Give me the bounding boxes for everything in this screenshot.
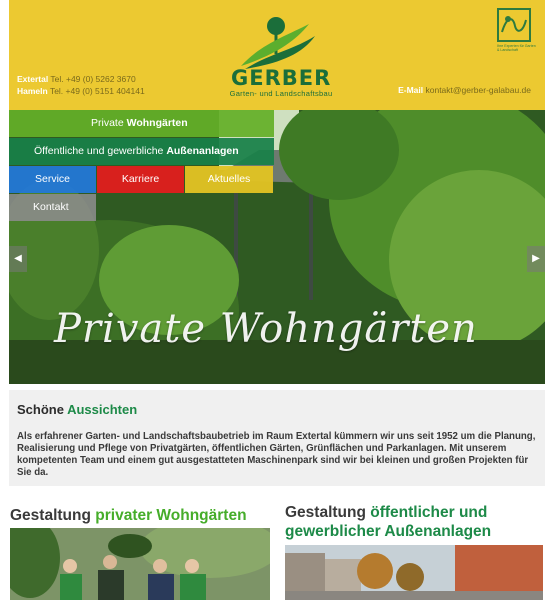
nav-contact[interactable]: Kontakt — [9, 194, 96, 221]
email-contact — [398, 85, 531, 95]
team-photo-image — [10, 528, 270, 600]
public-grounds-heading-b: öffentlicher und gewerblicher Außenanlagen — [285, 504, 492, 540]
nav-service[interactable]: Service — [9, 166, 96, 193]
intro-title-a: Schöne — [17, 402, 68, 417]
nav-private-gardens-label-b: Wohngärten — [126, 117, 188, 129]
gerber-logo[interactable] — [231, 14, 331, 98]
seal-frame — [497, 8, 531, 42]
quality-seal — [497, 8, 536, 58]
intro-title — [17, 402, 537, 417]
slider-prev-button[interactable] — [9, 246, 27, 272]
intro-section — [9, 390, 545, 486]
nav-public-grounds-label-b: Außenanlagen — [166, 145, 239, 157]
slider-next-button[interactable] — [527, 246, 545, 272]
nav-private-gardens[interactable] — [9, 110, 274, 137]
logo-tagline: Garten- und Landschaftsbau — [229, 89, 333, 98]
nav-private-gardens-label-a: Private — [91, 117, 127, 129]
chevron-left-icon: ◀ — [14, 253, 22, 264]
seal-text: Ihre Experten für Garten & Landschaft — [497, 44, 536, 53]
intro-title-b: Aussichten — [67, 402, 138, 417]
tree-logo-icon — [231, 14, 331, 72]
nav-public-grounds[interactable] — [9, 138, 274, 165]
nav-careers[interactable]: Karriere — [97, 166, 184, 193]
location-extertal: Extertal — [17, 74, 49, 84]
phone-extertal[interactable]: Tel. +49 (0) 5262 3670 — [50, 74, 136, 84]
hero-caption: Private Wohngärten — [54, 306, 478, 352]
seal-wave-icon — [499, 10, 529, 40]
private-gardens-heading-b: privater Wohngärten — [95, 507, 247, 524]
private-gardens-heading-a: Gestaltung — [10, 507, 96, 524]
chevron-right-icon: ▶ — [532, 253, 540, 264]
nav-public-grounds-label-a: Öffentliche und gewerbliche — [34, 145, 167, 157]
email-label: E-Mail — [398, 85, 424, 95]
nav-news[interactable]: Aktuelles — [185, 166, 273, 193]
location-hameln: Hameln — [17, 86, 48, 96]
public-grounds-heading-a: Gestaltung — [285, 504, 371, 521]
hero-slider — [9, 110, 545, 384]
logo-wordmark: GERBER — [231, 66, 332, 90]
intro-text: Als erfahrener Garten- und Landschaftsbaubetrieb im Raum Extertal kümmern wir uns seit 1952 um die Planung, Realisierung und Pflege von Privatgärten, öffentlichen Gärten, Grünflächen und Parkanlagen. Mit unserem kompetenten Team und einem gut ausgestatteten Maschinenpark sind wir bei kleinen und großen Projekten für Sie da. — [17, 431, 536, 478]
street-photo-image — [285, 545, 543, 600]
public-grounds-heading[interactable] — [285, 503, 547, 541]
public-grounds-thumbnail[interactable] — [285, 545, 543, 600]
phone-contacts — [17, 73, 145, 97]
email-link[interactable]: kontakt@gerber-galabau.de — [425, 85, 531, 95]
private-gardens-thumbnail[interactable] — [10, 528, 270, 600]
phone-hameln[interactable]: Tel. +49 (0) 5151 404141 — [49, 86, 145, 96]
private-gardens-heading[interactable] — [10, 506, 272, 525]
site-header — [9, 0, 545, 110]
